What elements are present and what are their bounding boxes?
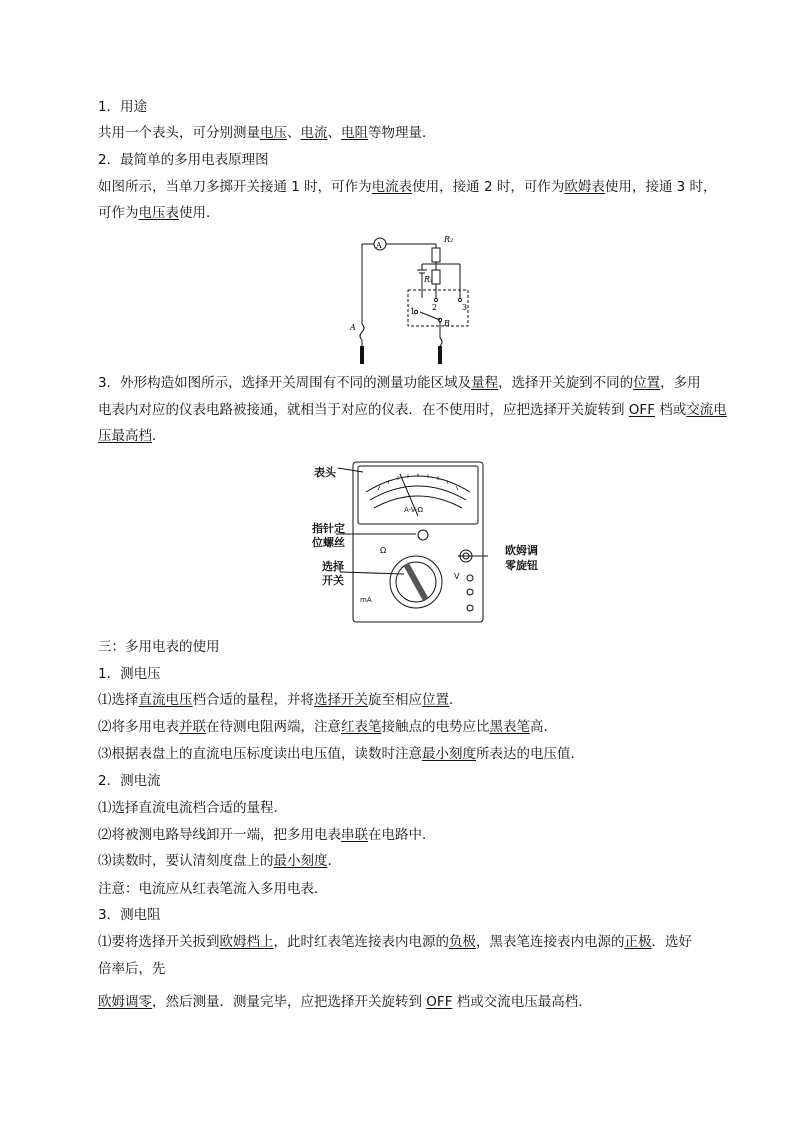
text-segment: ⑶根据表盘上的直流电压标度读出电压值，读数时注意 [98, 746, 422, 762]
underlined-term: OFF [426, 994, 453, 1010]
text-segment: 可作为 [98, 205, 139, 221]
text-segment: ⑴要将选择开关扳到 [98, 934, 220, 950]
text-line [98, 906, 161, 924]
underlined-term: 串联 [341, 827, 368, 843]
text-line [98, 151, 269, 169]
text-segment: ，选择开关旋到不同的 [498, 375, 634, 391]
text-line [98, 826, 436, 844]
text-segment: 、 [287, 125, 301, 141]
text-line [98, 880, 328, 898]
text-segment: ． [152, 428, 166, 444]
pointer-screw-label-2: 位螺丝 [312, 536, 345, 549]
terminal-1: 1 [410, 307, 416, 316]
text-segment: 档或 [654, 402, 687, 418]
text-segment: ⑵将被测电路导线卸开一端，把多用电表 [98, 827, 341, 843]
switch-label-2: 开关 [322, 574, 344, 587]
text-segment: 使用． [179, 205, 220, 221]
text-segment: 1．测电压 [98, 666, 161, 682]
underlined-term: 欧姆档上 [219, 934, 274, 950]
text-segment: 三：多用电表的使用 [98, 639, 220, 655]
probe-b-label: B [444, 319, 450, 328]
text-line [98, 745, 584, 763]
terminal-2: 2 [432, 303, 438, 312]
r1-label: R₁ [424, 275, 434, 284]
text-segment: 2．最简单的多用电表原理图 [98, 152, 269, 168]
underlined-term: 电流表 [371, 179, 413, 195]
text-segment: ，黑表笔连接表内电源的 [476, 934, 625, 950]
text-segment: ． [327, 853, 341, 869]
underlined-term: 直流电压 [138, 692, 193, 708]
text-line [98, 933, 692, 951]
underlined-term: 正极 [624, 934, 652, 950]
text-line [98, 960, 166, 978]
text-segment: ⑴选择直流电流档合适的量程． [98, 800, 287, 816]
underlined-term: 位置 [633, 375, 661, 391]
ohm-zero-knob-label-1: 欧姆调 [505, 544, 538, 557]
text-line [98, 638, 220, 656]
text-line [98, 178, 717, 196]
underlined-term: 并联 [179, 719, 206, 735]
meter-head-label: 表头 [314, 466, 336, 479]
probe-a-label: A [350, 323, 356, 332]
text-segment: 1．用途 [98, 99, 148, 115]
circuit-diagram [340, 228, 480, 366]
text-segment: 在待测电阻两端，注意 [206, 719, 341, 735]
switch-label-1: 选择 [322, 560, 344, 573]
text-segment: 注意：电流应从红表笔流入多用电表． [98, 881, 328, 897]
multimeter-figure [308, 460, 488, 626]
text-segment: 倍率后，先 [98, 961, 166, 977]
text-segment: ，多用 [660, 375, 701, 391]
text-segment: 使用，接通 2 时，可作为 [412, 179, 565, 195]
underlined-term: OFF [628, 402, 655, 418]
text-line [98, 204, 220, 222]
text-line [98, 993, 592, 1011]
text-segment: 所表达的电压值． [476, 746, 584, 762]
text-segment: 等物理量． [368, 125, 436, 141]
underlined-term: 红表笔 [341, 719, 382, 735]
text-line [98, 852, 341, 870]
text-segment: 档或交流电压最高档． [452, 994, 592, 1010]
volt-mark: V [454, 572, 460, 581]
underlined-term: 电流 [300, 125, 328, 141]
text-segment: 3．测电阻 [98, 907, 161, 923]
text-segment: 旋至相应 [368, 692, 422, 708]
text-segment: ⑶读数时，要认清刻度盘上的 [98, 853, 274, 869]
underlined-term: 压最高档 [98, 428, 152, 444]
text-segment: 接触点的电势应比 [381, 719, 490, 735]
omega-mark: Ω [380, 546, 387, 555]
text-line [98, 427, 166, 445]
text-segment: ，然后测量．测量完毕，应把选择开关旋转到 [152, 994, 427, 1010]
text-line [98, 799, 287, 817]
text-line [98, 772, 161, 790]
underlined-term: 电压表 [138, 205, 179, 221]
underlined-term: 黑表笔 [489, 719, 530, 735]
text-line [98, 374, 701, 392]
text-segment: ．选好 [651, 934, 692, 950]
text-segment: 3．外形构造如图所示，选择开关周围有不同的测量功能区域及 [98, 375, 472, 391]
text-segment: 高． [530, 719, 557, 735]
underlined-term: 欧姆调零 [98, 994, 152, 1010]
text-line [98, 665, 161, 683]
text-line [98, 98, 147, 116]
text-line [98, 124, 436, 142]
text-segment: ⑵将多用电表 [98, 719, 179, 735]
dial-text: A-V-Ω [404, 506, 424, 514]
underlined-term: 负极 [449, 934, 476, 950]
text-line [98, 718, 557, 736]
text-line [98, 401, 727, 419]
r2-label: R₂ [444, 235, 454, 244]
text-segment: 2．测电流 [98, 773, 161, 789]
text-segment: 使用，接通 3 时， [604, 179, 717, 195]
text-segment: 共用一个表头，可分别测量 [98, 125, 260, 141]
underlined-term: 交流电 [686, 402, 727, 418]
text-segment: ⑴选择 [98, 692, 139, 708]
pointer-screw-label-1: 指针定 [312, 522, 345, 535]
ohm-zero-knob-label-2: 零旋钮 [505, 559, 538, 572]
terminal-3: 3 [462, 303, 468, 312]
underlined-term: 欧姆表 [564, 179, 605, 195]
underlined-term: 最小刻度 [273, 853, 328, 869]
underlined-term: 电压 [260, 125, 287, 141]
ma-mark: mA [360, 596, 372, 604]
text-segment: 、 [327, 125, 341, 141]
text-line [98, 691, 463, 709]
underlined-term: 电阻 [341, 125, 368, 141]
text-segment: 档合适的量程，并将 [192, 692, 314, 708]
ammeter-label: A [376, 241, 382, 250]
underlined-term: 量程 [471, 375, 499, 391]
text-segment: ． [449, 692, 463, 708]
text-segment: 如图所示，当单刀多掷开关接通 1 时，可作为 [98, 179, 372, 195]
text-segment: 在电路中． [368, 827, 436, 843]
underlined-term: 位置 [422, 692, 449, 708]
underlined-term: 选择开关 [314, 692, 368, 708]
text-segment: ，此时红表笔连接表内电源的 [273, 934, 449, 950]
underlined-term: 最小刻度 [422, 746, 476, 762]
text-segment: 电表内对应的仪表电路被接通，就相当于对应的仪表．在不使用时，应把选择开关旋转到 [98, 402, 629, 418]
